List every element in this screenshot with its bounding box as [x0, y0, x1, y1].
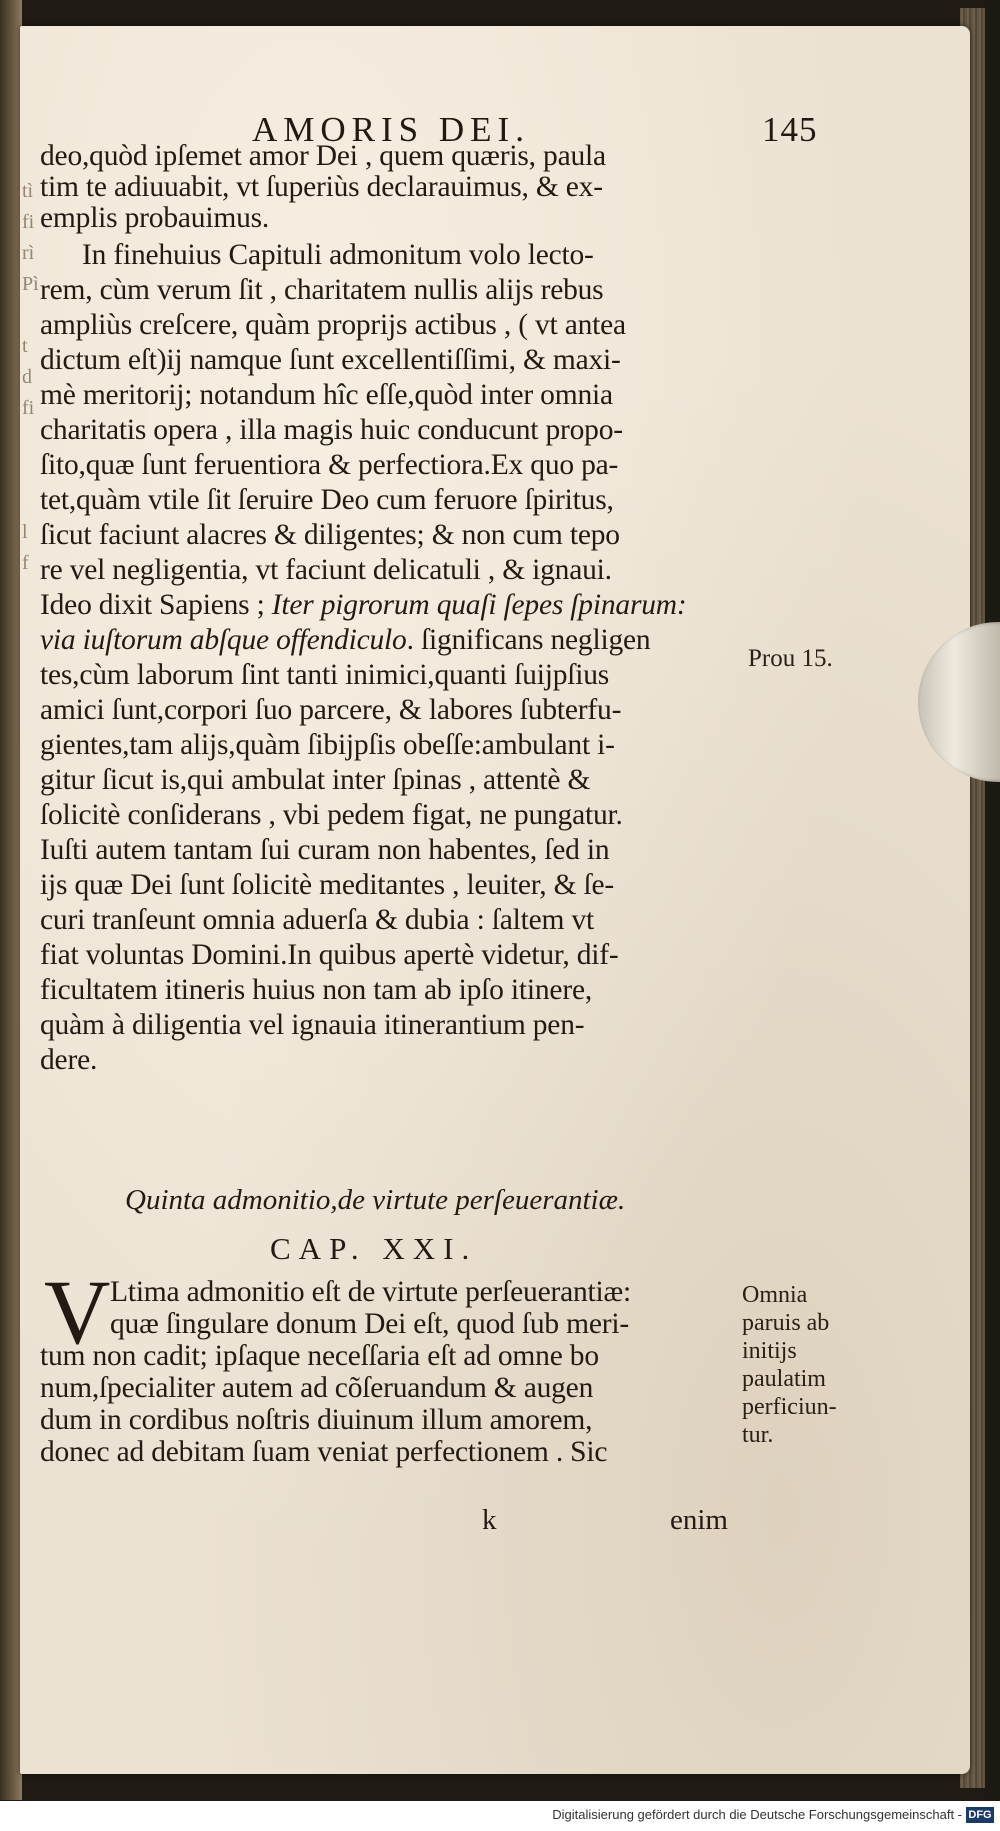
text-line: ampliùs creſcere, quàm proprijs actibus , ( vt antea: [40, 309, 626, 341]
text-line: rem, cùm verum ſit , charitatem nullis alijs rebus: [40, 274, 604, 306]
text-line: num,ſpecialiter autem ad cõſeruandum & augen: [40, 1372, 594, 1404]
text-line: curi tranſeunt omnia aduerſa & dubia : ſaltem vt: [40, 904, 594, 936]
marginal-note-line: paruis ab: [742, 1310, 830, 1336]
text-line: quàm à diligentia vel ignauia itinerantium pen-: [40, 1009, 585, 1041]
text-line: ſolicitè conſiderans , vbi pedem figat, ne pungatur.: [40, 799, 623, 831]
text-line: Ltima admonitio eſt de virtute perſeuerantiæ:: [110, 1276, 632, 1308]
text-line: mè meritorij; notandum hîc eſſe,quòd inter omnia: [40, 379, 613, 411]
text-run: . ſignificans negligen: [406, 624, 651, 656]
marginal-reference: Prou 15.: [748, 645, 833, 672]
chapter-heading: CAP. XXI.: [270, 1231, 478, 1266]
text-line: amici ſunt,corpori ſuo parcere, & labores ſubterfu-: [40, 694, 622, 726]
scripture-quote: via iuſtorum abſque offendiculo: [40, 624, 407, 656]
marginal-note-line: perficiun-: [742, 1394, 837, 1420]
marginal-note-line: paulatim: [742, 1366, 826, 1392]
page-edges-shadow: [985, 0, 1000, 1800]
text-line: charitatis opera , illa magis huic conducunt propo-: [40, 414, 623, 446]
text-line-via: [40, 622, 760, 658]
text-line: ſito,quæ ſunt feruentiora & perfectiora.Ex quo pa-: [40, 449, 619, 481]
text-line: dictum eſt)ij namque ſunt excellentiſſimi, & maxi-: [40, 344, 621, 376]
text-run: Ideo dixit Sapiens ;: [40, 589, 272, 621]
text-line: gitur ſicut is,qui ambulat inter ſpinas , attentè &: [40, 764, 591, 796]
text-line: tum non cadit; ipſaque neceſſaria eſt ad omne bo: [40, 1340, 599, 1372]
funding-credit: Digitalisierung gefördert durch die Deutsche Forschungsgemeinschaft -: [552, 1807, 962, 1822]
text-line: gientes,tam alijs,quàm ſibijpſis obeſſe:ambulant i-: [40, 729, 615, 761]
page-number: 145: [762, 110, 818, 149]
text-line: ijs quæ Dei ſunt ſolicitè meditantes , leuiter, & ſe-: [40, 869, 614, 901]
scripture-quote: Iter pigrorum quaſi ſepes ſpinarum:: [271, 589, 687, 621]
text-line: re vel negligentia, vt faciunt delicatuli , & ignaui.: [40, 554, 612, 586]
text-line: ficultatem itineris huius non tam ab ipſo itinere,: [40, 974, 593, 1006]
text-line: tes,cùm laborum ſint tanti inimici,quanti ſuijpſius: [40, 659, 610, 691]
text-line: ſicut faciunt alacres & diligentes; & non cum tepo: [40, 519, 620, 551]
text-line: dere.: [40, 1044, 98, 1076]
marginal-note: [742, 1281, 837, 1449]
text-line: Iuſti autem tantam ſui curam non habentes, ſed in: [40, 834, 610, 866]
facing-page-bleed: tì fi rì Pì t d fi l f: [22, 180, 39, 574]
digitization-footer: [0, 1801, 1000, 1831]
marginal-note-line: initijs: [742, 1338, 797, 1364]
dfg-logo: DFG: [966, 1807, 994, 1823]
text-line: quæ ſingulare donum Dei eſt, quod ſub meri-: [110, 1308, 630, 1340]
section-heading: Quinta admonitio,de virtute perſeuerantiæ.: [125, 1184, 626, 1216]
text-line-sapiens: [40, 587, 760, 623]
text-line: In finehuius Capituli admonitum volo lecto-: [82, 239, 594, 271]
marginal-note-line: Omnia: [742, 1282, 808, 1308]
text-line: tim te adiuuabit, vt ſuperiùs declarauimus, & ex-: [40, 171, 603, 203]
running-title: AMORIS DEI.: [252, 110, 530, 149]
binding-gutter: [0, 0, 22, 1800]
text-line: tet,quàm vtile ſit ſeruire Deo cum feruore ſpiritus,: [40, 484, 614, 516]
text-line: fiat voluntas Domini.In quibus apertè videtur, dif-: [40, 939, 619, 971]
signature-mark: k: [482, 1504, 497, 1536]
text-line: donec ad debitam ſuam veniat perfectionem . Sic: [40, 1436, 608, 1468]
text-line: deo,quòd ipſemet amor Dei , quem quæris, paula: [40, 140, 606, 172]
text-line: emplis probauimus.: [40, 202, 270, 234]
marginal-note-line: tur.: [742, 1422, 774, 1448]
text-line: dum in cordibus noſtris diuinum illum amorem,: [40, 1404, 593, 1436]
book-page: [20, 26, 970, 1774]
drop-cap: V: [44, 1261, 111, 1363]
catchword: enim: [670, 1504, 728, 1536]
